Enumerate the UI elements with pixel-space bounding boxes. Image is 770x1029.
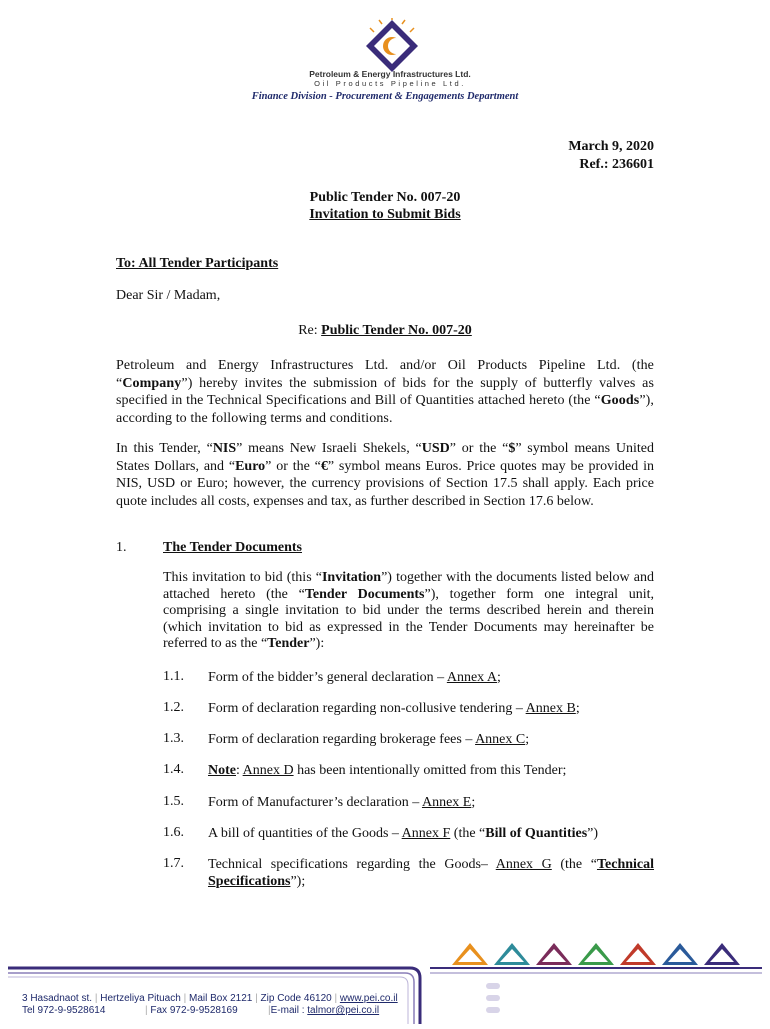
section-paragraph: This invitation to bid (this “Invitation”) together with the documents listed below and attached hereto (the “Tender Documents”), together form one integral unit, comprising a single invitation to bid under the terms described herein and therein (which invitation to bid as expressed in the Tender Documents may hereinafter be referred to as the “Tender”): bbox=[163, 570, 654, 651]
footer-phone: Tel 972-9-9528614 bbox=[22, 1005, 106, 1016]
annex-link[interactable]: Annex A bbox=[446, 670, 498, 685]
company-name: Petroleum & Energy Infrastructures Ltd. bbox=[309, 69, 471, 79]
defined-term-goods: Goods bbox=[600, 393, 640, 408]
footer-decoration bbox=[0, 935, 770, 1024]
tender-subtitle: Invitation to Submit Bids bbox=[309, 207, 461, 222]
annex-link[interactable]: Annex B bbox=[525, 701, 576, 716]
annex-link[interactable]: Annex G bbox=[495, 857, 552, 872]
intro-paragraph: Petroleum and Energy Infrastructures Ltd. and/or Oil Products Pipeline Ltd. (the “Company”) hereby invites the submission of bids for the supply of butterfly valves as specified in the Technical Specifications and Bill of Quantities attached hereto (the “Goods”), according to the following terms and conditions. bbox=[116, 358, 654, 426]
website-link[interactable]: www.pei.co.il bbox=[339, 993, 398, 1004]
annex-link[interactable]: Annex C bbox=[475, 732, 526, 747]
addressee: To: All Tender Participants bbox=[116, 256, 279, 271]
email-link[interactable]: talmor@pei.co.il bbox=[307, 1005, 380, 1016]
company-logo-icon bbox=[362, 18, 422, 74]
annex-link[interactable]: Annex F bbox=[401, 826, 451, 841]
footer-fax: | Fax 972-9-9528169 bbox=[145, 1005, 238, 1016]
annex-link[interactable]: Annex E bbox=[421, 795, 472, 810]
subsidiary-logo-icon bbox=[452, 943, 740, 965]
annex-link[interactable]: Annex D bbox=[242, 763, 294, 778]
footer-address-line: 3 Hasadnaot st. | Hertzeliya Pituach | Mail Box 2121 | Zip Code 46120 | www.pei.co.il bbox=[22, 993, 398, 1004]
currency-paragraph: In this Tender, “NIS” means New Israeli Shekels, “USD” or the “$” symbol means United States Dollars, and “Euro” or the “€” symbol means Euros. Price quotes may be provided in NIS, USD or Euro; however, the currency provisions of Section 17.5 shall apply. Each price quote includes all costs, expenses and tax, as further described in Section 17.6 below. bbox=[116, 441, 654, 509]
company-name-secondary: Oil Products Pipeline Ltd. bbox=[314, 79, 466, 88]
department-heading: Finance Division - Procurement & Engagements Department bbox=[251, 91, 519, 102]
tender-title: Public Tender No. 007-20 bbox=[309, 190, 461, 205]
re-line bbox=[235, 323, 535, 340]
letter-date: March 9, 2020 bbox=[568, 139, 654, 154]
section-heading: The Tender Documents bbox=[163, 540, 302, 555]
defined-term-company: Company bbox=[122, 375, 182, 391]
letter-reference: Ref.: 236601 bbox=[579, 157, 654, 172]
re-prefix: Re: bbox=[298, 323, 322, 338]
section-number: 1. bbox=[116, 540, 127, 555]
footer-email: |E-mail : talmor@pei.co.il bbox=[268, 1005, 380, 1016]
re-subject: Public Tender No. 007-20 bbox=[321, 323, 472, 338]
salutation: Dear Sir / Madam, bbox=[116, 288, 221, 303]
